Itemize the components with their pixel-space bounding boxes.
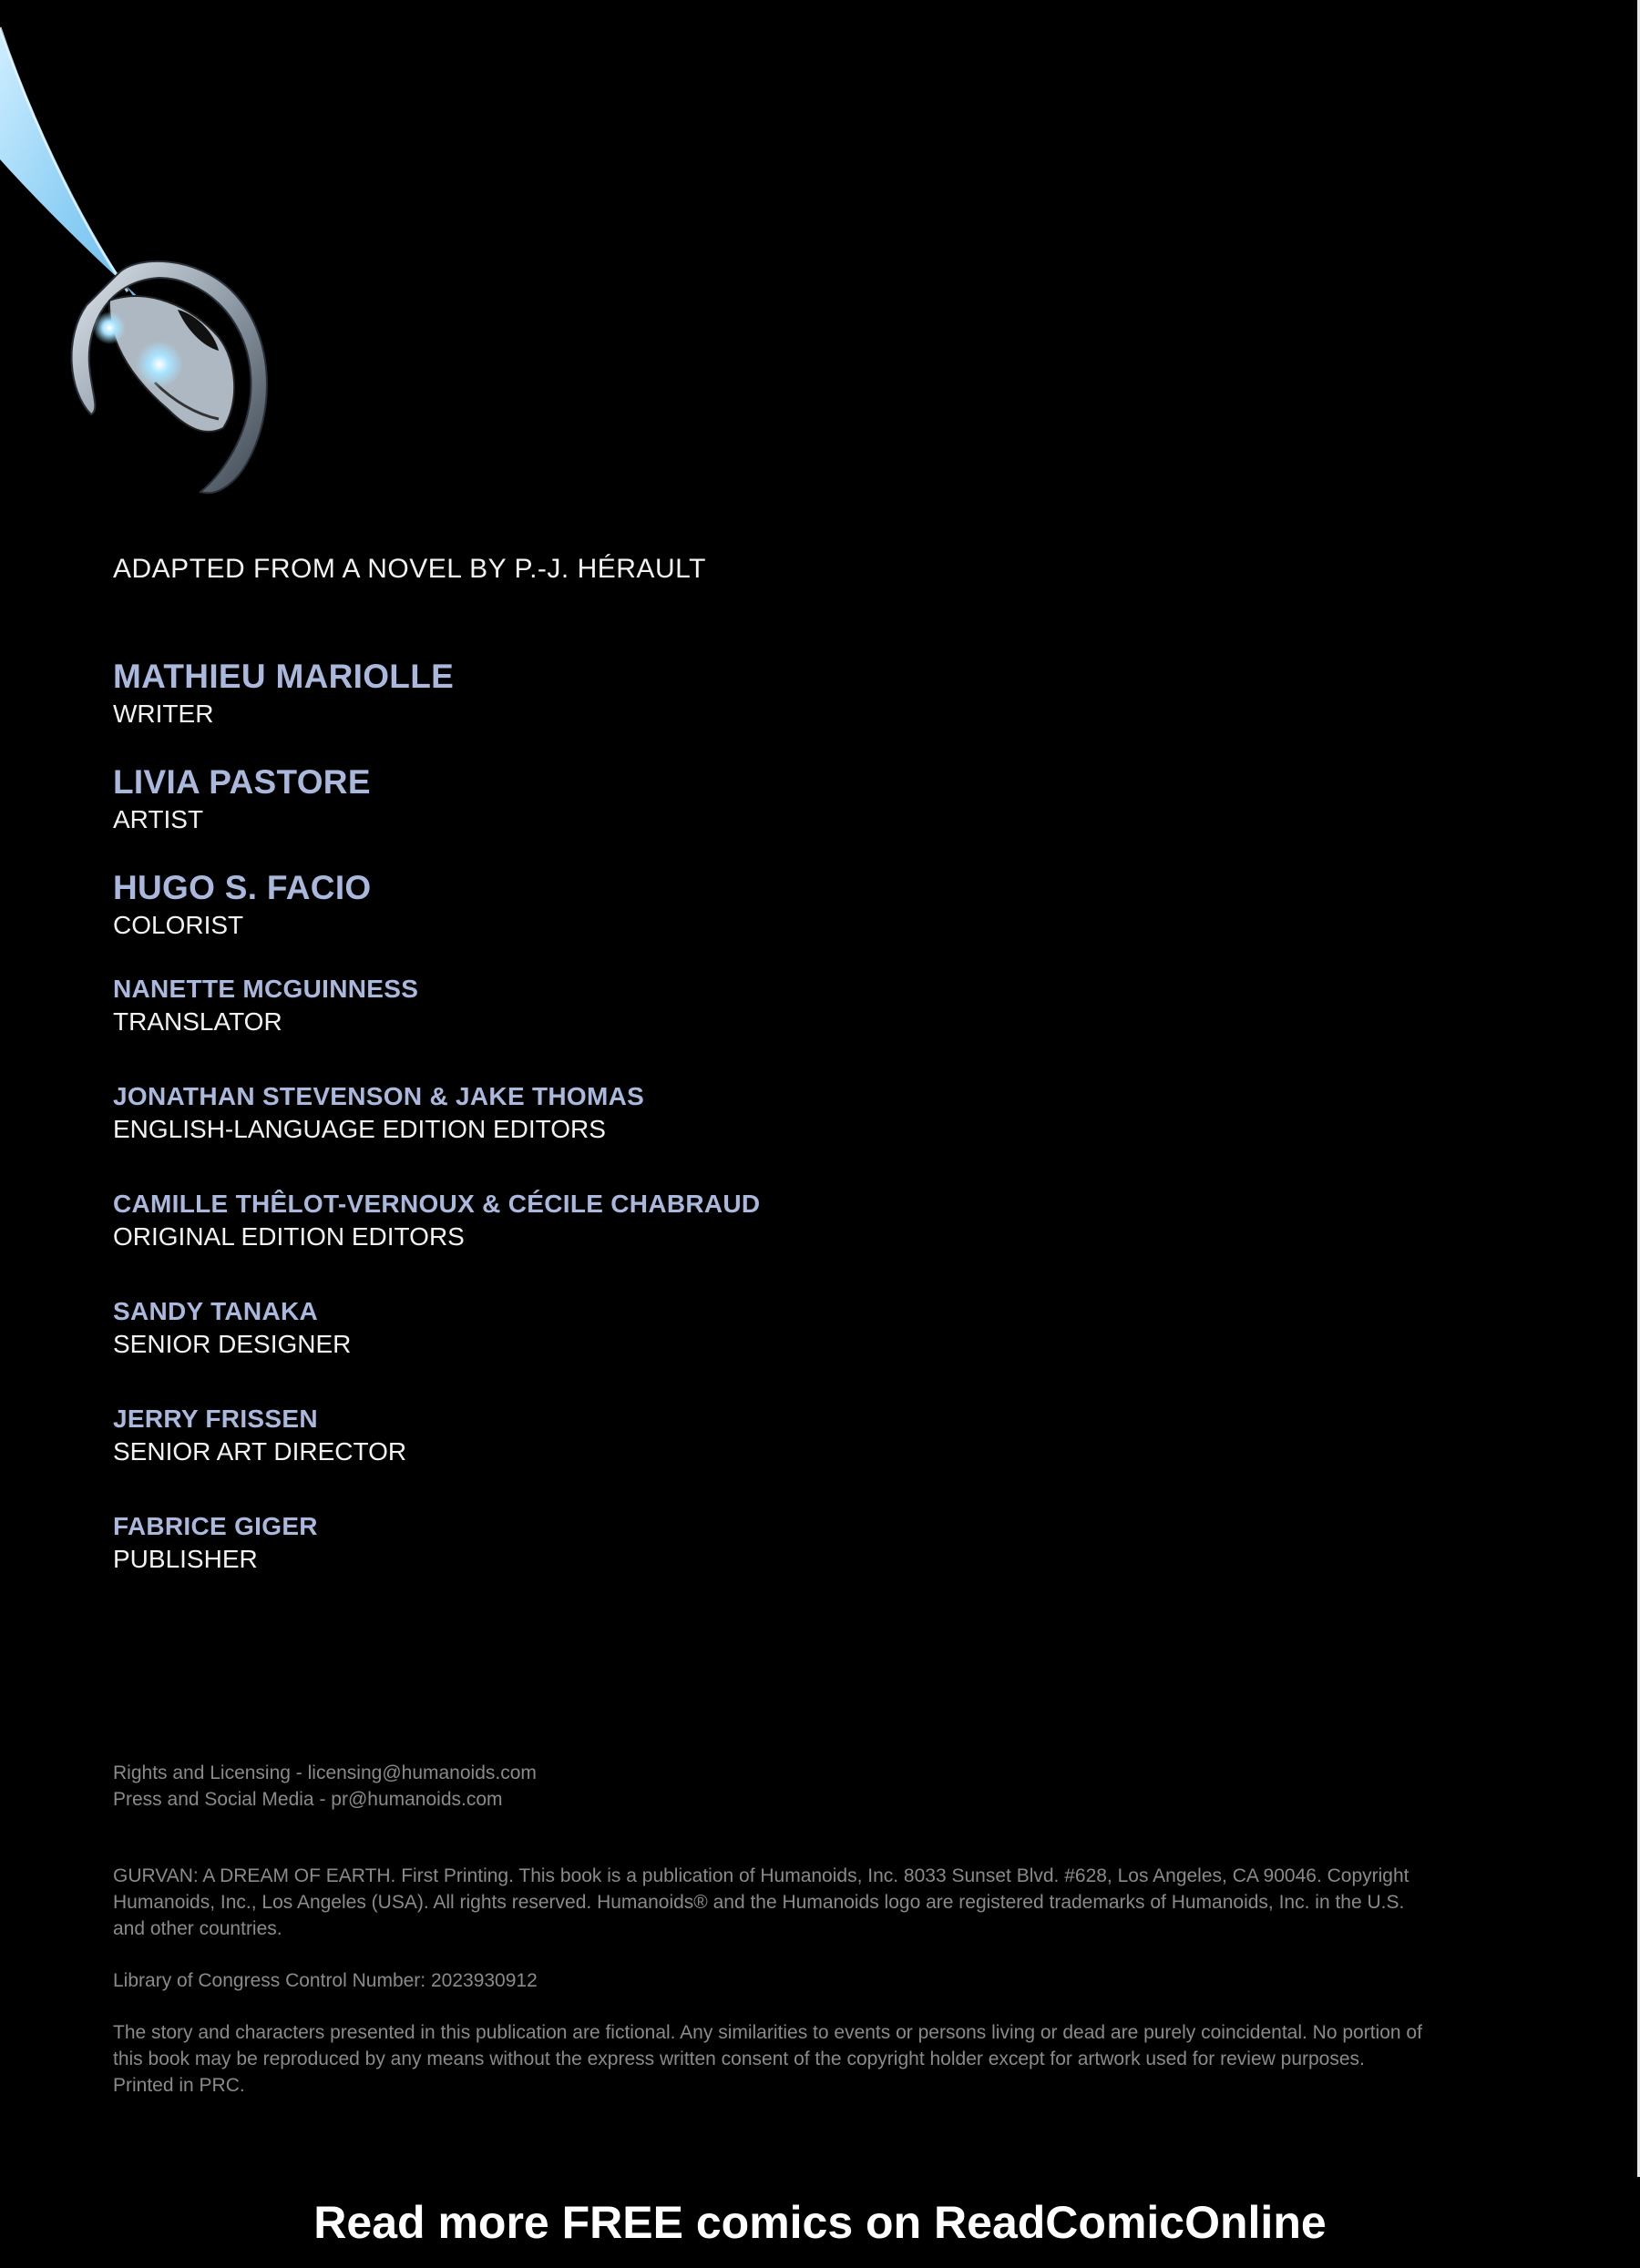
rights-licensing-line: Rights and Licensing - licensing@humanoids.com: [113, 1762, 537, 1783]
promo-footer: Read more FREE comics on ReadComicOnline: [313, 2197, 1327, 2248]
credit-colorist: [113, 869, 1389, 940]
credit-role: TRANSLATOR: [113, 1007, 282, 1036]
publication-notice: GURVAN: A DREAM OF EARTH. First Printing. This book is a publication of Humanoids, Inc. 8033 Sunset Blvd. #628, Los Angeles, CA 90046. Copyright Humanoids, Inc., Los Angeles (USA). All rights reserved. Humanoids® and the Humanoids logo are registered trademarks of Humanoids, Inc. in the U.S. and other countries.: [113, 1865, 1409, 1939]
loc-number: Library of Congress Control Number: 2023930912: [113, 1970, 538, 1991]
credit-art-director: [113, 1405, 1389, 1466]
credit-english-editors: [113, 1082, 1389, 1144]
credit-name: FABRICE GIGER: [113, 1512, 318, 1540]
credit-name: LIVIA PASTORE: [113, 763, 371, 801]
legal-block: [113, 1760, 1425, 2099]
credit-artist: [113, 763, 1389, 834]
credit-role: SENIOR DESIGNER: [113, 1330, 352, 1358]
credit-role: ARTIST: [113, 805, 204, 833]
credit-role: ORIGINAL EDITION EDITORS: [113, 1222, 465, 1251]
credit-publisher: [113, 1512, 1389, 1574]
credit-role: COLORIST: [113, 911, 244, 939]
robot-beam-illustration: [0, 0, 292, 510]
credit-name: MATHIEU MARIOLLE: [113, 658, 455, 695]
glowing-eye-icon: [136, 341, 183, 388]
credit-name: CAMILLE THÊLOT-VERNOUX & CÉCILE CHABRAUD: [113, 1190, 761, 1218]
credit-role: PUBLISHER: [113, 1545, 258, 1573]
disclaimer: The story and characters presented in this publication are fictional. Any similarities to events or persons living or dead are purely coincidental. No portion of this book may be reproduced by any means without the express written consent of the copyright holder except for artwork used for review purposes. Printed in PRC.: [113, 2022, 1422, 2096]
credit-translator: [113, 975, 1389, 1037]
credit-role: WRITER: [113, 700, 214, 728]
credit-name: JERRY FRISSEN: [113, 1405, 318, 1433]
credit-senior-designer: [113, 1297, 1389, 1359]
credit-role: ENGLISH-LANGUAGE EDITION EDITORS: [113, 1115, 606, 1143]
credit-name: JONATHAN STEVENSON & JAKE THOMAS: [113, 1082, 645, 1110]
credits-list: [113, 554, 1389, 1619]
credit-role: SENIOR ART DIRECTOR: [113, 1437, 407, 1466]
press-line: Press and Social Media - pr@humanoids.com: [113, 1789, 503, 1810]
credit-name: NANETTE MCGUINNESS: [113, 975, 419, 1003]
credit-original-editors: [113, 1190, 1389, 1251]
credit-name: HUGO S. FACIO: [113, 869, 372, 906]
credit-writer: [113, 658, 1389, 729]
credit-name: SANDY TANAKA: [113, 1297, 319, 1325]
adapted-from-line: ADAPTED FROM A NOVEL BY P.-J. HÉRAULT: [113, 554, 706, 584]
